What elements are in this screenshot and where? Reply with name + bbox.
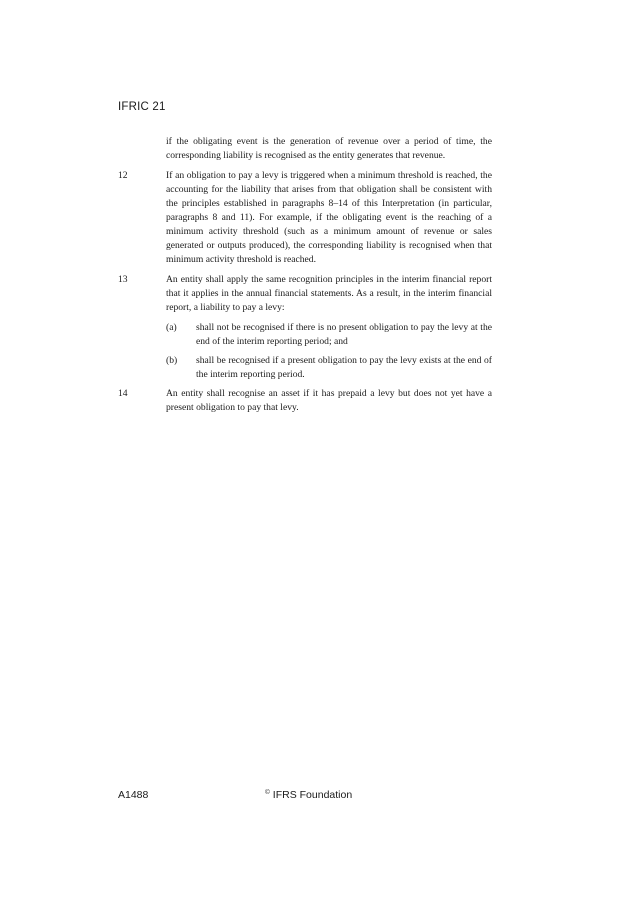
paragraph-text: An entity shall apply the same recognition principles in the interim financial report that it applies in the annual financial statements. As a result, in the interim financial report, a liability to pay a levy: bbox=[166, 274, 492, 313]
list-item-label: (b) bbox=[166, 355, 178, 366]
list-item-a bbox=[166, 321, 492, 349]
running-header: IFRIC 21 bbox=[118, 101, 166, 113]
copyright-icon: © bbox=[265, 789, 270, 796]
list-item-text: shall be recognised if a present obligation to pay the levy exists at the end of the interim reporting period. bbox=[196, 355, 492, 380]
list-item-label: (a) bbox=[166, 322, 177, 333]
paragraph-text: If an obligation to pay a levy is triggered when a minimum threshold is reached, the accounting for the liability that arises from that obligation shall be consistent with the principles established in paragraphs 8–14 of this Interpretation (in particular, paragraphs 8 and 11). For example, if the obligating event is the reaching of a minimum activity threshold (such as a minimum amount of revenue or sales generated or outputs produced), the corresponding liability is recognised when that minimum activity threshold is reached. bbox=[166, 170, 492, 265]
paragraph-text: An entity shall recognise an asset if it has prepaid a levy but does not yet have a present obligation to pay that levy. bbox=[166, 388, 492, 413]
document-body bbox=[118, 135, 492, 421]
paragraph-number: 14 bbox=[118, 388, 128, 399]
list-item-text: shall not be recognised if there is no present obligation to pay the levy at the end of the interim reporting period; and bbox=[196, 322, 492, 347]
copyright-text: IFRS Foundation bbox=[272, 789, 353, 801]
paragraph-12 bbox=[118, 169, 492, 267]
paragraph-14 bbox=[118, 387, 492, 415]
list-item-b bbox=[166, 354, 492, 382]
continuation-paragraph: if the obligating event is the generation of revenue over a period of time, the corresponding liability is recognised as the entity generates that revenue. bbox=[166, 136, 492, 161]
paragraph-number: 12 bbox=[118, 170, 128, 181]
copyright-notice bbox=[265, 789, 352, 801]
page-number: A1488 bbox=[118, 789, 149, 801]
paragraph-number: 13 bbox=[118, 274, 128, 285]
paragraph-13 bbox=[118, 273, 492, 315]
